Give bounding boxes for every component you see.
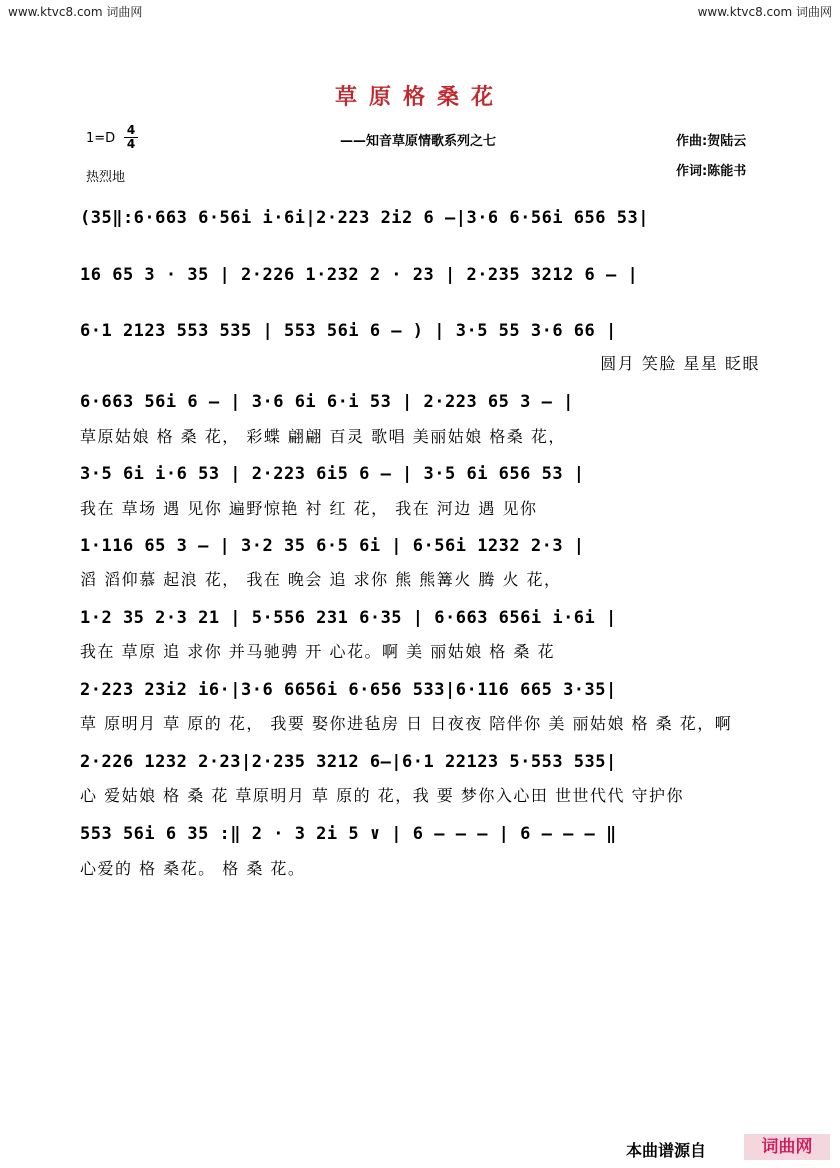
score-line-10-lyrics: 心爱的 格 桑花。 格 桑 花。: [80, 859, 306, 878]
score-line-5-lyrics: 我在 草场 遇 见你 遍野惊艳 衬 红 花， 我在 河边 遇 见你: [80, 499, 538, 518]
watermark-right: www.ktvc8.com 词曲网: [697, 5, 832, 19]
score-line-3-lyrics: 圆月 笑脸 星星 眨眼: [600, 354, 760, 373]
score-line-4-lyrics: 草原姑娘 格 桑 花， 彩蝶 翩翩 百灵 歌唱 美丽姑娘 格桑 花，: [80, 427, 566, 446]
score-line-4-notes: 6·663 56i 6 — | 3·6 6i 6·i 53 | 2·223 65 3 — |: [80, 392, 574, 412]
song-title: 草原格桑花: [334, 84, 505, 110]
composer-credit: 作曲:贺陆云: [676, 134, 747, 149]
lyricist-credit: 作词:陈能书: [676, 164, 747, 179]
time-signature: [124, 124, 138, 151]
score-line-9-notes: 2·226 1232 2·23|2·235 3212 6—|6·1 22123 5·553 535|: [80, 752, 617, 772]
score-line-6-notes: 1·116 65 3 — | 3·2 35 6·5 6i | 6·56i 1232 2·3 |: [80, 536, 585, 556]
score-line-9-lyrics: 心 爱姑娘 格 桑 花 草原明月 草 原的 花，我 要 梦你入心田 世世代代 守护你: [80, 786, 685, 805]
site-logo[interactable]: 词曲网: [744, 1134, 830, 1160]
score-line-7-notes: 1·2 35 2·3 21 | 5·556 231 6·35 | 6·663 656i i·6i |: [80, 608, 617, 628]
score-line-8-notes: 2·223 23i2 i6·|3·6 6656i 6·656 533|6·116 665 3·35|: [80, 680, 617, 700]
score-line-10-notes: 553 56i 6 35 :‖ 2 · 3 2i 5 ∨ | 6 — — — | 6 — — — ‖: [80, 824, 617, 844]
footer-source-text: 本曲谱源自: [626, 1141, 707, 1160]
score-line-7-lyrics: 我在 草原 追 求你 并马驰骋 开 心花。啊 美 丽姑娘 格 桑 花: [80, 642, 555, 661]
watermark-left: www.ktvc8.com 词曲网: [8, 5, 143, 19]
time-signature-numerator: 4: [124, 124, 138, 138]
time-signature-denominator: 4: [126, 137, 136, 151]
tempo-marking: 热烈地: [86, 170, 126, 185]
score-line-2-notes: 16 65 3 · 35 | 2·226 1·232 2 · 23 | 2·235 3212 6 — |: [80, 265, 639, 285]
subtitle: ——知音草原情歌系列之七: [340, 134, 497, 149]
score-line-3-notes: 6·1 2123 553 535 | 553 56i 6 — ) | 3·5 55 3·6 66 |: [80, 321, 617, 341]
key-signature: 1=D: [86, 131, 116, 146]
score-line-1-notes: (35‖:6·663 6·56i i·6i|2·223 2i2 6 —|3·6 6·56i 656 53|: [80, 208, 649, 228]
score-line-6-lyrics: 滔 滔仰慕 起浪 花， 我在 晚会 追 求你 熊 熊篝火 腾 火 花，: [80, 570, 562, 589]
score-line-5-notes: 3·5 6i i·6 53 | 2·223 6i5 6 — | 3·5 6i 656 53 |: [80, 464, 585, 484]
score-line-8-lyrics: 草 原明月 草 原的 花， 我要 娶你进毡房 日 日夜夜 陪伴你 美 丽姑娘 格 桑 花，啊: [80, 714, 733, 733]
